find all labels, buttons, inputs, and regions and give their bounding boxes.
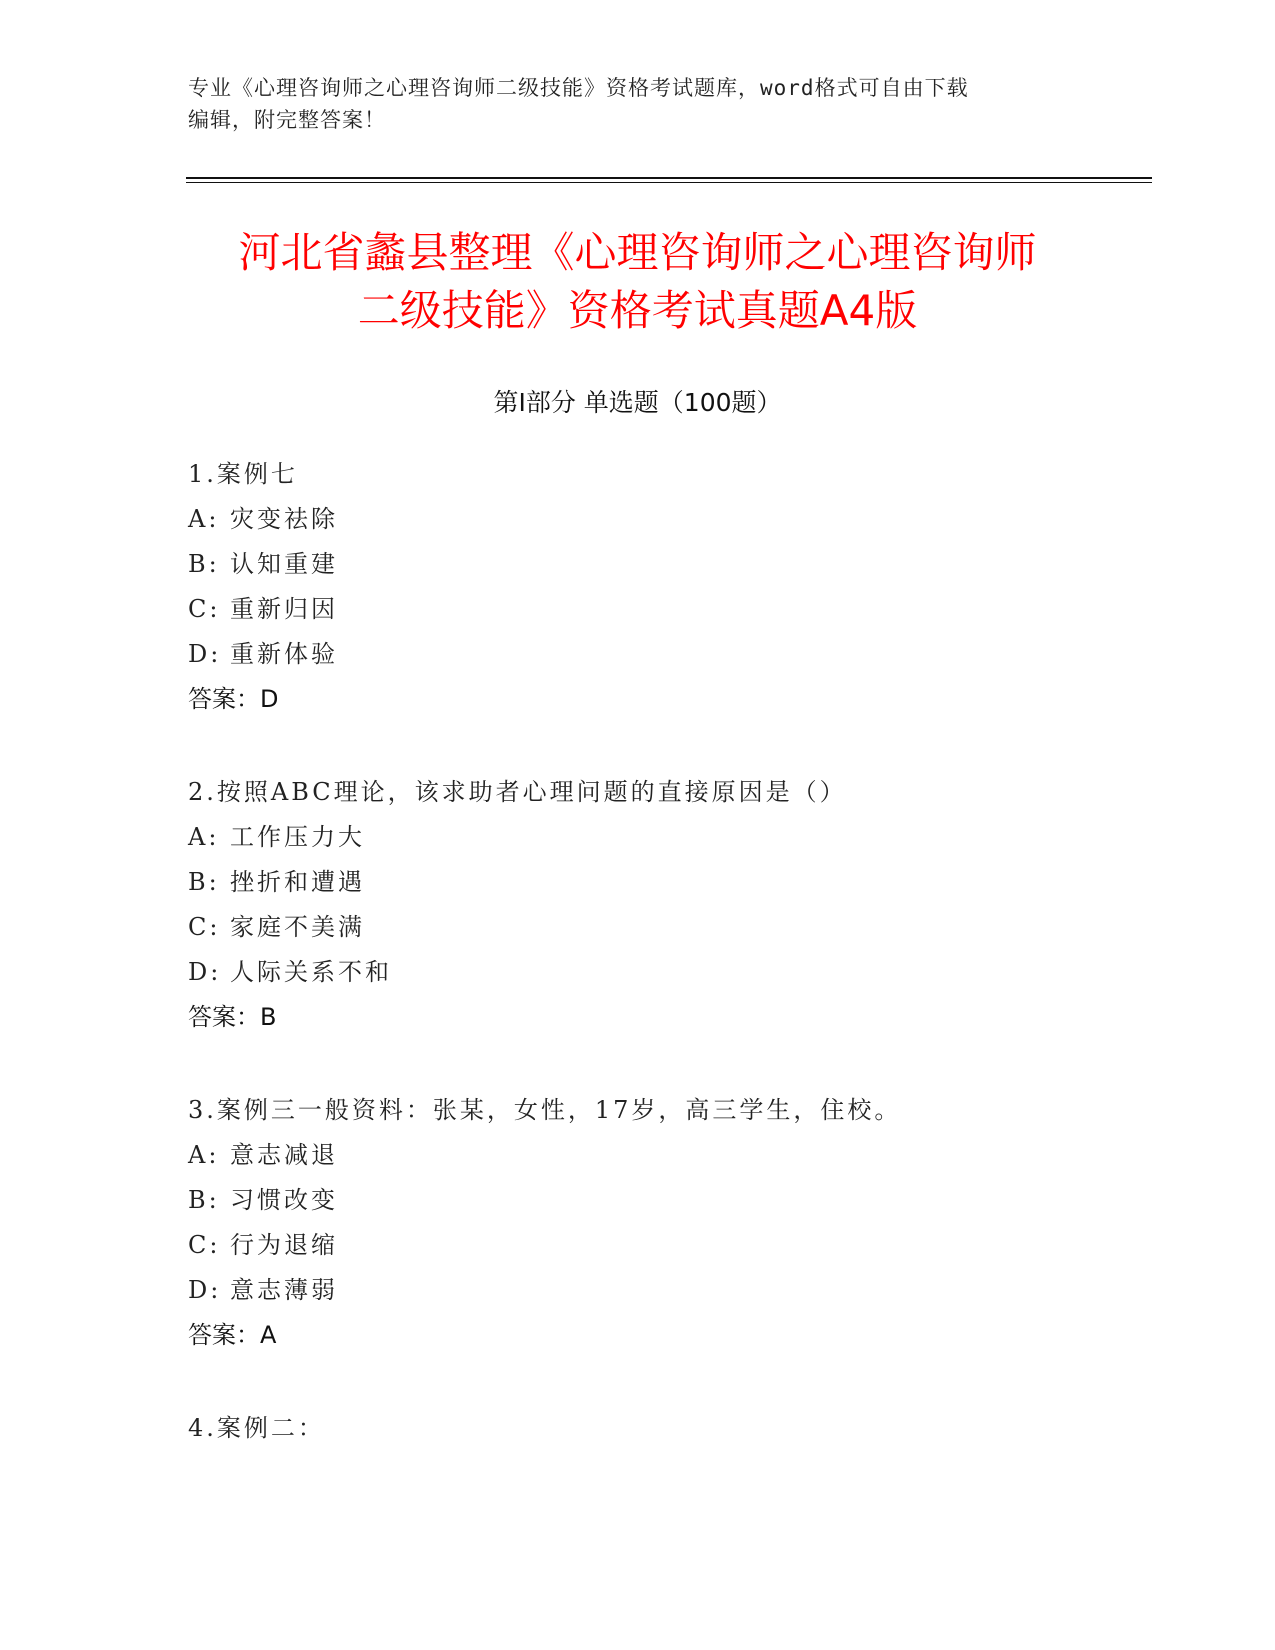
option-text: 习惯改变 bbox=[230, 1186, 338, 1214]
option-c bbox=[188, 905, 1148, 950]
question-block bbox=[188, 1088, 1148, 1358]
document-title bbox=[170, 224, 1105, 340]
section-title: 第Ⅰ部分 单选题（100题） bbox=[493, 388, 782, 417]
header-note bbox=[188, 72, 1068, 136]
document-title-line-1: 河北省蠡县整理《心理咨询师之心理咨询师 bbox=[238, 228, 1037, 277]
option-c bbox=[188, 1223, 1148, 1268]
option-d bbox=[188, 950, 1148, 995]
option-letter: A: bbox=[188, 1141, 220, 1169]
question-block bbox=[188, 770, 1148, 1040]
header-note-line-1: 专业《心理咨询师之心理咨询师二级技能》资格考试题库，word格式可自由下载 bbox=[188, 76, 969, 100]
question-stem: 3.案例三一般资料：张某，女性，17岁，高三学生，住校。 bbox=[188, 1096, 902, 1124]
document-title-line-2: 二级技能》资格考试真题A4版 bbox=[357, 286, 918, 335]
option-a bbox=[188, 1133, 1148, 1178]
option-letter: D: bbox=[188, 640, 222, 668]
answer-line: 答案：B bbox=[188, 1003, 277, 1031]
option-letter: D: bbox=[188, 1276, 222, 1304]
option-text: 意志薄弱 bbox=[230, 1276, 338, 1304]
option-letter: B: bbox=[188, 550, 220, 578]
option-text: 灾变祛除 bbox=[230, 505, 338, 533]
option-letter: C: bbox=[188, 1231, 221, 1259]
question-stem: 2.按照ABC理论，该求助者心理问题的直接原因是（） bbox=[188, 778, 847, 806]
option-text: 重新体验 bbox=[230, 640, 338, 668]
option-b bbox=[188, 542, 1148, 587]
option-letter: A: bbox=[188, 505, 220, 533]
option-text: 工作压力大 bbox=[230, 823, 365, 851]
option-text: 意志减退 bbox=[230, 1141, 338, 1169]
option-text: 家庭不美满 bbox=[230, 913, 365, 941]
question-stem: 4.案例二： bbox=[188, 1414, 325, 1442]
option-a bbox=[188, 815, 1148, 860]
question-block bbox=[188, 1406, 1148, 1451]
header-divider-thin bbox=[186, 182, 1152, 183]
option-text: 挫折和遭遇 bbox=[230, 868, 365, 896]
header-note-line-2: 编辑，附完整答案！ bbox=[188, 108, 386, 132]
option-text: 重新归因 bbox=[230, 595, 338, 623]
option-letter: B: bbox=[188, 868, 220, 896]
option-text: 人际关系不和 bbox=[230, 958, 392, 986]
answer-line: 答案：A bbox=[188, 1321, 277, 1349]
option-letter: C: bbox=[188, 595, 221, 623]
option-letter: B: bbox=[188, 1186, 220, 1214]
option-c bbox=[188, 587, 1148, 632]
option-letter: A: bbox=[188, 823, 220, 851]
option-a bbox=[188, 497, 1148, 542]
question-block bbox=[188, 452, 1148, 722]
option-d bbox=[188, 1268, 1148, 1313]
option-letter: C: bbox=[188, 913, 221, 941]
option-letter: D: bbox=[188, 958, 222, 986]
option-b bbox=[188, 1178, 1148, 1223]
question-stem: 1.案例七 bbox=[188, 460, 298, 488]
option-b bbox=[188, 860, 1148, 905]
option-text: 行为退缩 bbox=[230, 1231, 338, 1259]
answer-line: 答案：D bbox=[188, 685, 279, 713]
option-text: 认知重建 bbox=[230, 550, 338, 578]
header-divider-thick bbox=[186, 177, 1152, 179]
option-d bbox=[188, 632, 1148, 677]
